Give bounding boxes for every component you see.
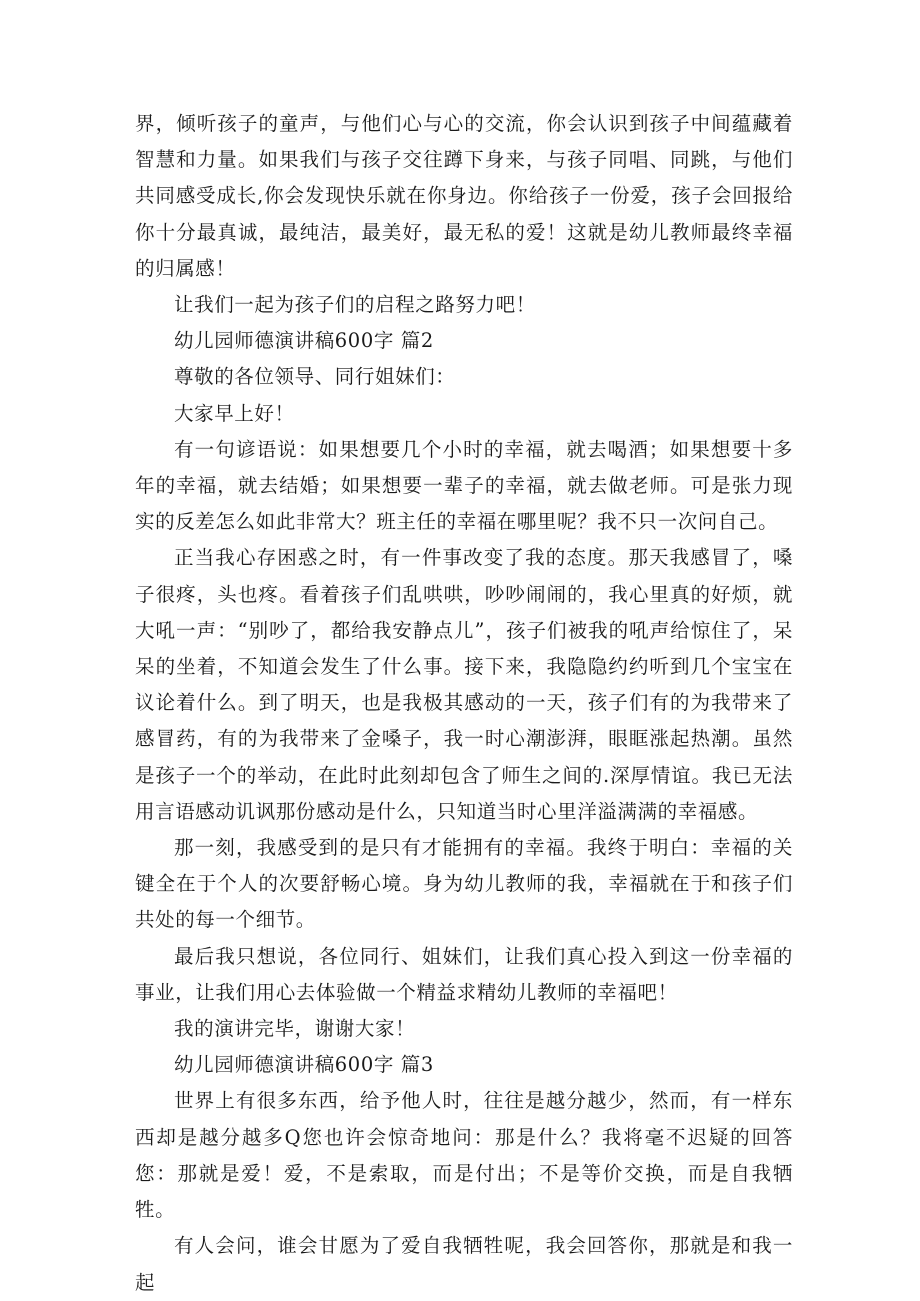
paragraph-4: 正当我心存困惑之时，有一件事改变了我的态度。那天我感冒了，嗓子很疼，头也疼。看着孩子们乱哄哄，吵吵闹闹的，我心里真的好烦，就大吼一声：“别吵了，都给我安静点儿”，孩子们被我的吼声给惊住了，呆呆的坐着，不知道会发生了什么事。接下来，我隐隐约约听到几个宝宝在议论着什么。到了明天，也是我极其感动的一天，孩子们有的为我带来了感冒药，有的为我带来了金嗓子，我一时心潮澎湃，眼眶涨起热潮。虽然是孩子一个的举动，在此时此刻却包含了师生之间的.深厚情谊。我已无法用言语感动讥讽那份感动是什么，只知道当时心里洋溢满满的幸福感。: [135, 546, 793, 823]
paragraph-1: 界，倾听孩子的童声，与他们心与心的交流，你会认识到孩子中间蕴藏着智慧和力量。如果我们与孩子交往蹲下身来，与孩子同唱、同跳，与他们共同感受成长,你会发现快乐就在你身边。你给孩子一份爱，孩子会回报给你十分最真诚，最纯洁，最美好，最无私的爱！这就是幼儿教师最终幸福的归属感！: [135, 112, 793, 280]
paragraph-8: 有人会问，谁会甘愿为了爱自我牺牲呢，我会回答你，那就是和我一起: [135, 1234, 793, 1294]
paragraph-3: 有一句谚语说：如果想要几个小时的幸福，就去喝酒；如果想要十多年的幸福，就去结婚；如果想要一辈子的幸福，就去做老师。可是张力现实的反差怎么如此非常大？班主任的幸福在哪里呢？我不只一次问自己。: [135, 437, 793, 534]
document-body: [135, 106, 793, 1301]
paragraph-7: 世界上有很多东西，给予他人时，往往是越分越少，然而，有一样东西却是越分越多Q您也许会惊奇地问：那是什么？我将毫不迟疑的回答您：那就是爱！爱，不是索取，而是付出；不是等价交换，而是自我牺牲。: [135, 1089, 793, 1222]
paragraph-2: 让我们一起为孩子们的启程之路努力吧！: [174, 293, 536, 317]
section-heading-2: 幼儿园师德演讲稿600字 篇2: [174, 329, 434, 353]
paragraph-greeting: 大家早上好！: [174, 401, 295, 425]
paragraph-salutation: 尊敬的各位领导、同行姐妹们：: [174, 365, 456, 389]
paragraph-closing: 我的演讲完毕，谢谢大家！: [174, 1017, 416, 1041]
paragraph-5: 那一刻，我感受到的是只有才能拥有的幸福。我终于明白：幸福的关键全在于个人的次要舒畅心境。身为幼儿教师的我，幸福就在于和孩子们共处的每一个细节。: [135, 836, 793, 932]
section-heading-3: 幼儿园师德演讲稿600字 篇3: [174, 1053, 434, 1077]
paragraph-6: 最后我只想说，各位同行、姐妹们，让我们真心投入到这一份幸福的事业，让我们用心去体验做一个精益求精幼儿教师的幸福吧！: [135, 944, 793, 1004]
